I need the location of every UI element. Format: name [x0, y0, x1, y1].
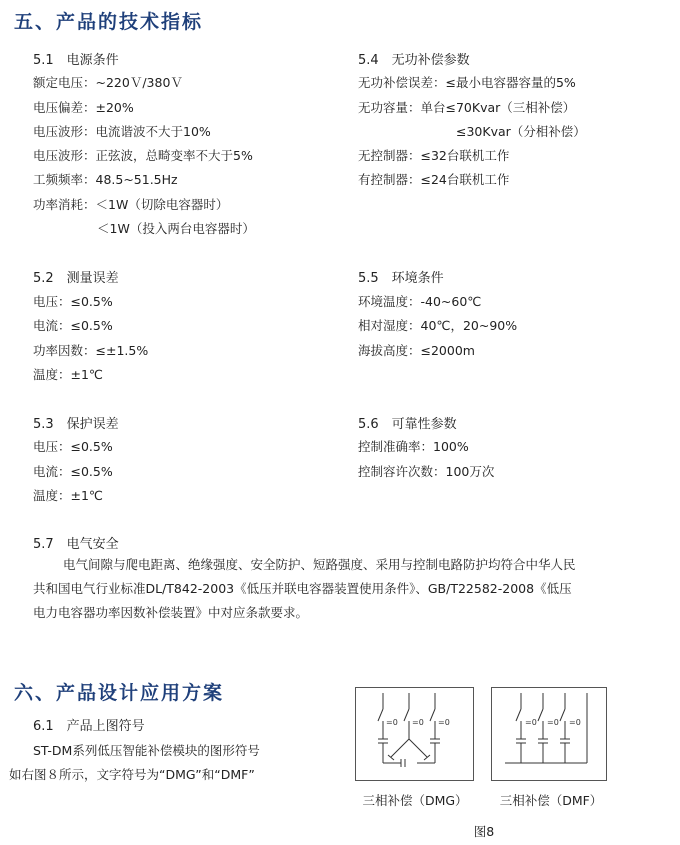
dmf-caption: 三相补偿（DMF） [499, 793, 603, 808]
measure-line: 电流：≤0.5% [33, 318, 113, 333]
dmf-symbol-diagram [491, 687, 607, 781]
power-line: 额定电压：~220Ｖ/380Ｖ [33, 75, 183, 90]
protection-line: 温度：±1℃ [33, 488, 103, 503]
environment-line: 环境温度：-40~60℃ [358, 294, 482, 309]
symbol-line: ST-DM系列低压智能补偿模块的图形符号 [33, 743, 260, 758]
protection-line: 电流：≤0.5% [33, 464, 113, 479]
reliability-heading: 5.6 可靠性参数 [358, 417, 457, 432]
power-line: 电压波形：电流谐波不大于10% [33, 124, 211, 139]
reactive-line: 无功补偿误差：≤最小电容器容量的5% [358, 75, 576, 90]
dmf-switch-mark: =0 [569, 718, 581, 727]
symbol-line: 如右图８所示，文字符号为“DMG”和“DMF” [9, 767, 255, 782]
power-line: 电压波形：正弦波，总畸变率不大于5% [33, 148, 253, 163]
reactive-line: 无控制器：≤32台联机工作 [358, 148, 510, 163]
dmg-switch-mark: =0 [438, 718, 450, 727]
protection-line: 电压：≤0.5% [33, 439, 113, 454]
power-line: 电压偏差：±20% [33, 100, 134, 115]
measure-line: 功率因数：≤±1.5% [33, 343, 149, 358]
protection-heading: 5.3 保护误差 [33, 417, 119, 432]
safety-heading: 5.7 电气安全 [33, 537, 119, 552]
measure-line: 温度：±1℃ [33, 367, 103, 382]
reactive-heading: 5.4 无功补偿参数 [358, 53, 470, 68]
dmg-switch-mark: =0 [386, 718, 398, 727]
dmf-switch-mark: =0 [525, 718, 537, 727]
dmf-switch-mark: =0 [547, 718, 559, 727]
section6-title: 六、产品设计应用方案 [14, 682, 225, 704]
dmg-caption: 三相补偿（DMG） [362, 793, 468, 808]
section5-title: 五、产品的技术指标 [14, 11, 204, 33]
power-line: ＜1W（投入两台电容器时） [97, 221, 255, 236]
environment-heading: 5.5 环境条件 [358, 271, 444, 286]
symbol-heading: 6.1 产品上图符号 [33, 719, 145, 734]
power-line: 功率消耗：＜1W（切除电容器时） [33, 197, 229, 212]
reactive-line: 无功容量：单台≤70Kvar（三相补偿） [358, 100, 576, 115]
reactive-line: 有控制器：≤24台联机工作 [358, 172, 510, 187]
dmg-symbol-diagram [355, 687, 474, 781]
power-heading: 5.1 电源条件 [33, 53, 119, 68]
reactive-line: ≤30Kvar（分相补偿） [456, 124, 586, 139]
environment-line: 相对湿度：40℃，20~90% [358, 318, 518, 333]
reliability-line: 控制容许次数：100万次 [358, 464, 495, 479]
measure-heading: 5.2 测量误差 [33, 271, 119, 286]
figure-label: 图8 [473, 824, 495, 839]
environment-line: 海拔高度：≤2000m [358, 343, 475, 358]
measure-line: 电压：≤0.5% [33, 294, 113, 309]
power-line: 工频频率：48.5~51.5Hz [33, 172, 178, 187]
safety-paragraph: 电气间隙与爬电距离、绝缘强度、安全防护、短路强度、采用与控制电路防护均符合中华人民共和国电气行业标准DL/T842-2003《低压并联电容器装置使用条件》、GB/T22582-2008《低压电力电容器功率因数补偿装置》中对应条款要求。 [33, 557, 576, 620]
reliability-line: 控制准确率：100% [358, 439, 469, 454]
dmg-switch-mark: =0 [412, 718, 424, 727]
